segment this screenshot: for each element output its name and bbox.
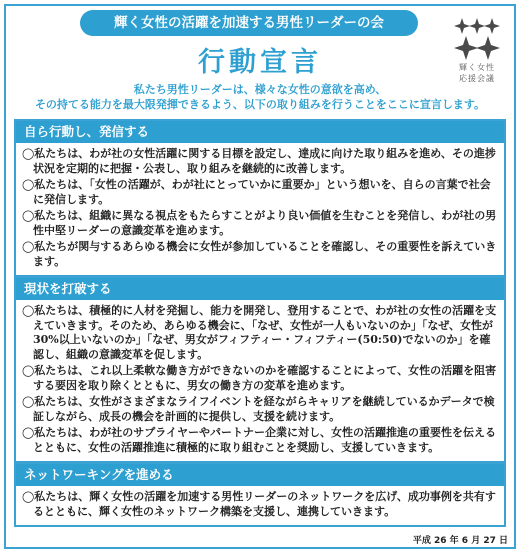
section-body [16, 143, 504, 275]
organization-banner: 輝く女性の活躍を加速する男性リーダーの会 [80, 10, 418, 36]
page-title: 行動宣言 [198, 47, 322, 78]
list-item: ◯私たちは、組織に異なる視点をもたらすことがより良い価値を生むことを発信し、わが社の男性中堅リーダーの意識変革を進めます。 [22, 209, 497, 237]
section-networking [14, 462, 506, 527]
section-self-action [14, 119, 506, 277]
declaration-date: 平成 26 年 6 月 27 日 [412, 536, 508, 546]
section-heading: ネットワーキングを進める [16, 464, 504, 486]
section-body [16, 486, 504, 525]
intro-text [0, 82, 520, 112]
list-item: ◯私たちは、これ以上柔軟な働き方ができないのかを確認することによって、女性の活躍を阻害する要因を取り除くとともに、男女の働き方の変革を進めます。 [22, 364, 497, 392]
intro-line: 私たち男性リーダーは、様々な女性の意欲を高め、 [133, 83, 387, 96]
section-heading: 自ら行動し、発信する [16, 121, 504, 143]
section-break-status-quo [14, 276, 506, 463]
list-item: ◯私たちは、輝く女性の活躍を加速する男性リーダーのネットワークを広げ、成功事例を共有するとともに、輝く女性のネットワーク構築を支援し、連携していきます。 [22, 490, 496, 518]
list-item: ◯私たちは、わが社の女性活躍に関する目標を設定し、達成に向けた取り組みを進め、その進捗状況を定期的に把握・公表し、取り組みを継続的に改善します。 [22, 147, 496, 175]
intro-line: その持てる能力を最大限発揮できるよう、以下の取り組みを行うことをここに宣言します。 [34, 98, 486, 111]
logo-text-line: 応援会議 [459, 74, 495, 83]
logo-text-line: 輝く女性 [459, 63, 495, 72]
list-item: ◯私たちが関与するあらゆる機会に女性が参加していることを確認し、その重要性を訴えていきます。 [22, 240, 497, 268]
list-item: ◯私たちは、わが社のサプライヤーやパートナー企業に対し、女性の活躍推進の重要性を伝えるとともに、女性の活躍推進に積極的に取り組むことを奨励し、支援していきます。 [22, 426, 496, 454]
list-item: ◯私たちは、「女性の活躍が、わが社にとっていかに重要か」という想いを、自らの言葉で社会に発信します。 [22, 178, 491, 206]
section-heading: 現状を打破する [16, 278, 504, 300]
list-item: ◯私たちは、女性がさまざまなライフイベントを経ながらキャリアを継続しているかデータで検証しながら、成長の機会を計画的に提供し、支援を続けます。 [22, 395, 495, 423]
section-body [16, 300, 504, 461]
logo-text [446, 62, 508, 84]
list-item: ◯私たちは、積極的に人材を発掘し、能力を開発し、登用することで、わが社の女性の活躍を支えていきます。そのため、あらゆる機会に、「なぜ、女性が一人もいないのか」「なぜ、女性が30%以上いないのか」「なぜ、男女がフィフティー・フィフティー(50:50)でないのか」を確認し、組織の意識変革を促します。 [22, 304, 497, 361]
